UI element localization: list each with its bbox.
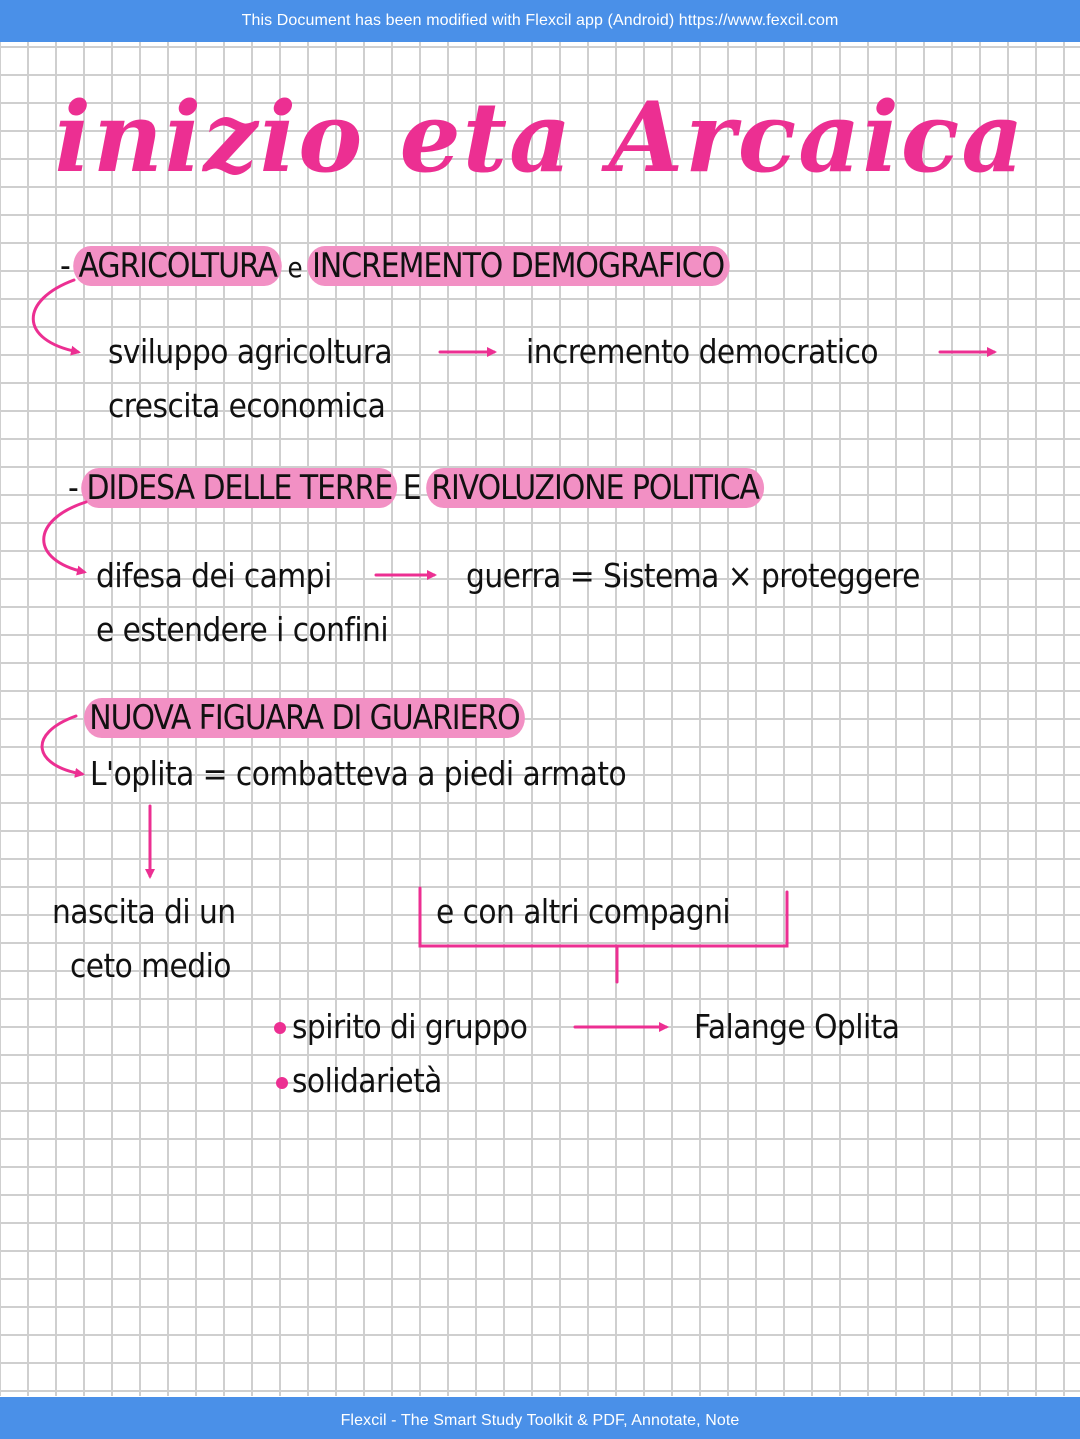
- bullet-solidarieta: solidarietà: [292, 1061, 442, 1100]
- line-oplita-definition: L'oplita = combatteva a piedi armato: [90, 754, 627, 793]
- bullet-dot-icon: [274, 1022, 286, 1034]
- line-estendere-confini: e estendere i confini: [96, 610, 389, 649]
- line-difesa-dei-campi: difesa dei campi: [96, 556, 332, 595]
- bullet-spirito-di-gruppo: spirito di gruppo: [292, 1007, 528, 1046]
- section-3-heading: [84, 696, 525, 740]
- top-banner-text: This Document has been modified with Flexcil app (Android) https://www.fexcil.com: [241, 12, 839, 29]
- heading-dash: -: [60, 246, 70, 286]
- heading-joiner: E: [402, 468, 421, 508]
- section-2-heading: [68, 466, 764, 510]
- bottom-banner: [0, 1397, 1080, 1439]
- bracket-label: e con altri compagni: [436, 892, 731, 931]
- line-crescita-economica: crescita economica: [108, 386, 386, 425]
- highlight-nuova-figura-guerriero: NUOVA FIGUARA DI GUARIERO: [84, 698, 525, 738]
- line-nascita-di-un: nascita di un: [52, 892, 236, 931]
- bottom-banner-text: Flexcil - The Smart Study Toolkit & PDF, Annotate, Note: [340, 1412, 740, 1429]
- heading-joiner: e: [287, 251, 302, 284]
- line-sviluppo-agricoltura: sviluppo agricoltura: [108, 332, 393, 371]
- line-incremento-democratico: incremento democratico: [526, 332, 879, 371]
- top-banner: [0, 0, 1080, 42]
- highlight-rivoluzione-politica: RIVOLUZIONE POLITICA: [426, 468, 764, 508]
- heading-dash: -: [68, 468, 78, 508]
- line-ceto-medio: ceto medio: [70, 946, 231, 985]
- section-1-heading: [60, 244, 729, 290]
- highlight-agricoltura: AGRICOLTURA: [73, 246, 282, 286]
- highlight-difesa-delle-terre: DIDESA DELLE TERRE: [81, 468, 397, 508]
- line-guerra-sistema: guerra = Sistema × proteggere: [466, 556, 920, 595]
- page-title: inizio eta Arcaica: [54, 81, 1026, 194]
- highlight-incremento-demografico: INCREMENTO DEMOGRAFICO: [307, 246, 730, 286]
- bullet-dot-icon: [276, 1077, 288, 1089]
- result-falange-oplita: Falange Oplita: [694, 1007, 900, 1046]
